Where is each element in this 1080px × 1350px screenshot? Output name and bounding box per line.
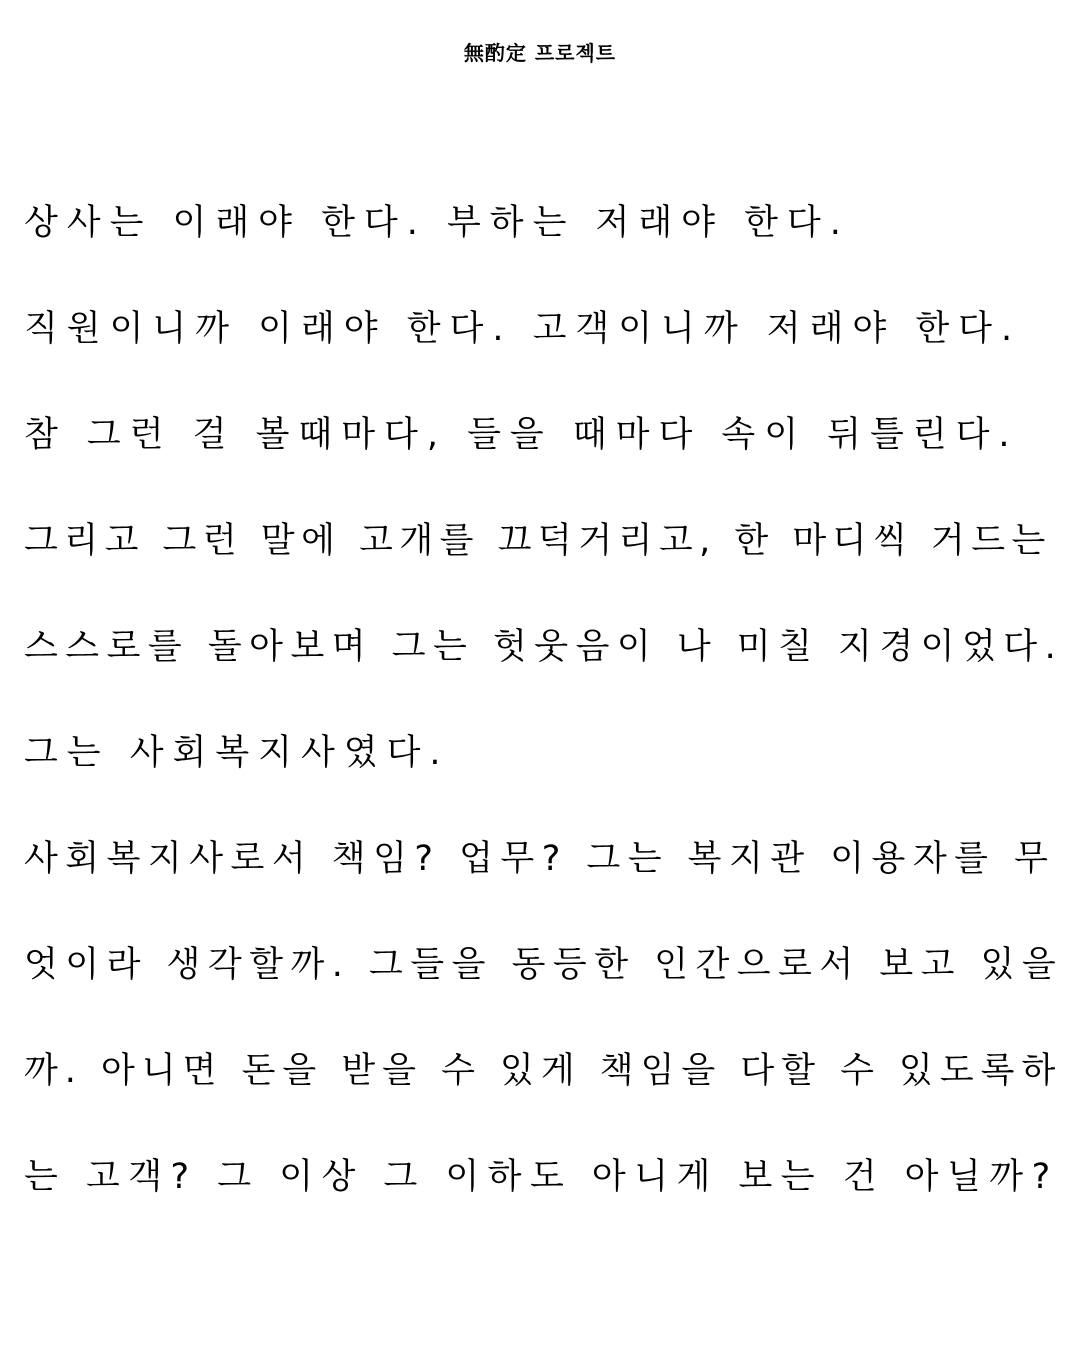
text-line: 까. 아니면 돈을 받을 수 있게 책임을 다할 수 있도록하 bbox=[24, 1051, 1063, 1091]
text-line: 상사는 이래야 한다. 부하는 저래야 한다. bbox=[24, 203, 850, 243]
text-line: 는 고객? 그 이상 그 이하도 아니게 보는 건 아닐까? bbox=[24, 1157, 1059, 1197]
text-line: 엇이라 생각할까. 그들을 동등한 인간으로서 보고 있을 bbox=[24, 945, 1064, 985]
text-line: 직원이니까 이래야 한다. 고객이니까 저래야 한다. bbox=[24, 309, 1022, 349]
text-line: 참 그런 걸 볼때마다, 들을 때마다 속이 뒤틀린다. bbox=[24, 415, 1019, 455]
text-line: 스스로를 돌아보며 그는 헛웃음이 나 미칠 지경이었다. bbox=[24, 627, 1064, 667]
text-line: 사회복지사로서 책임? 업무? 그는 복지관 이용자를 무 bbox=[24, 839, 1056, 879]
text-line: 그는 사회복지사였다. bbox=[24, 733, 450, 773]
document-body bbox=[24, 190, 1064, 1250]
text-line: 그리고 그런 말에 고개를 끄덕거리고, 한 마디씩 거드는 bbox=[24, 521, 1052, 561]
project-header-title: 無酌定 프로젝트 bbox=[463, 41, 617, 65]
